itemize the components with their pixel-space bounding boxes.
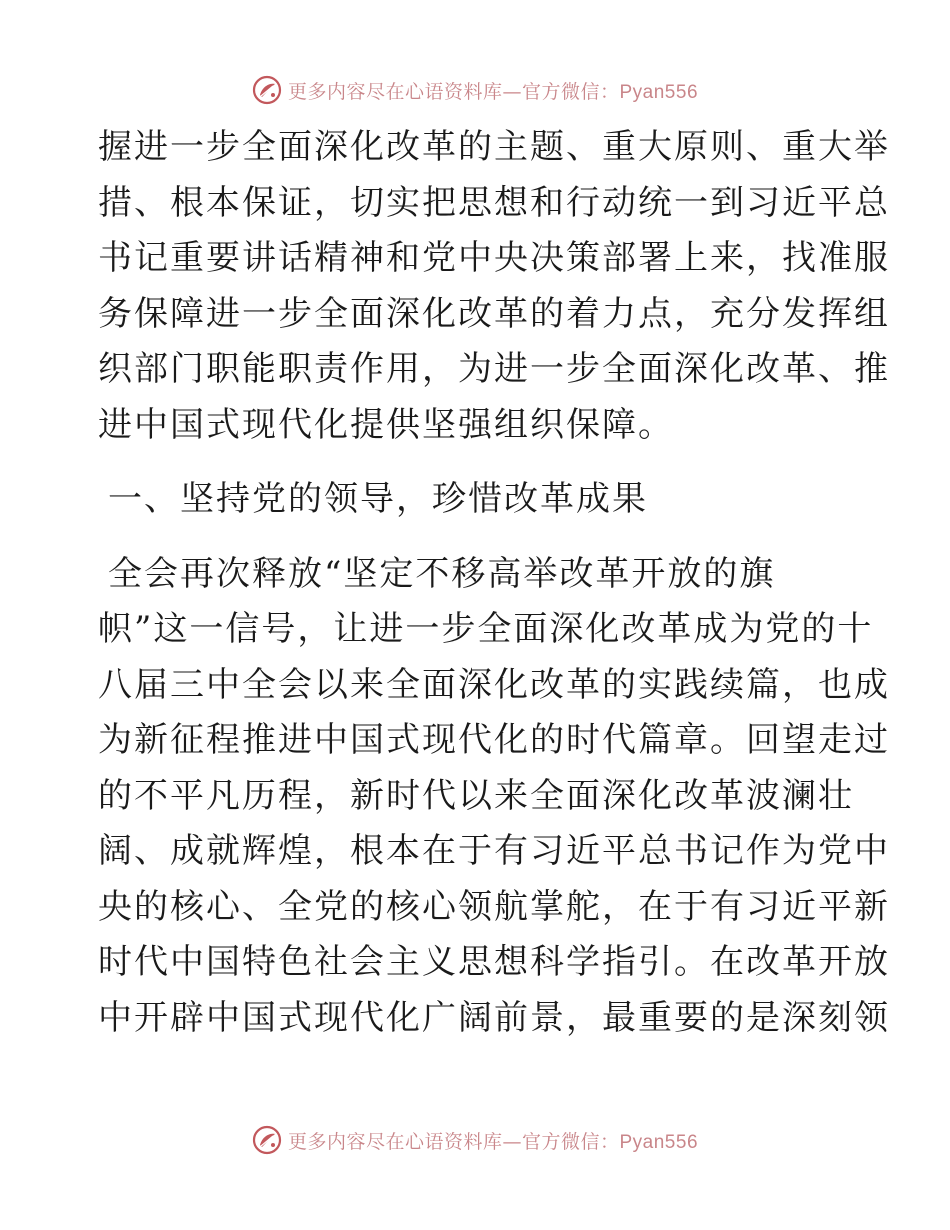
text-line: 央的核心、全党的核心领航掌舵，在于有习近平新 xyxy=(98,886,890,927)
text-line: 进中国式现代化提供坚强组织保障。 xyxy=(98,404,674,445)
text-line: 的不平凡历程，新时代以来全面深化改革波澜壮 xyxy=(98,775,854,816)
text-line: 时代中国特色社会主义思想科学指引。在改革开放 xyxy=(98,942,890,982)
text-line: 帜”这一信号，让进一步全面深化改革成为党的十 xyxy=(98,609,874,649)
text-line: 书记重要讲话精神和党中央决策部署上来，找准服 xyxy=(98,238,890,278)
paragraph-2 xyxy=(98,547,890,1047)
watermark-handle: Pyan556 xyxy=(619,81,699,103)
text-line: 八届三中全会以来全面深化改革的实践续篇，也成 xyxy=(98,664,890,705)
watermark-handle: Pyan556 xyxy=(619,1131,699,1153)
text-line: 务保障进一步全面深化改革的着力点，充分发挥组 xyxy=(98,293,890,334)
header-watermark xyxy=(0,70,950,110)
text-line: 握进一步全面深化改革的主题、重大原则、重大举 xyxy=(98,127,890,167)
text-line: 措、根本保证，切实把思想和行动统一到习近平总 xyxy=(98,182,890,223)
text-line: 阔、成就辉煌，根本在于有习近平总书记作为党中 xyxy=(98,831,890,871)
watermark-logo-icon xyxy=(252,1125,282,1155)
watermark-label: 更多内容尽在心语资料库—官方微信： xyxy=(287,80,620,103)
watermark-text xyxy=(288,1127,698,1154)
text-line: 中开辟中国式现代化广阔前景，最重要的是深刻领 xyxy=(98,997,890,1038)
text-line: 为新征程推进中国式现代化的时代篇章。回望走过 xyxy=(98,720,890,760)
section-heading: 一、坚持党的领导，珍惜改革成果 xyxy=(108,479,648,519)
footer-watermark xyxy=(0,1120,950,1160)
watermark-text xyxy=(288,77,698,104)
text-line: 织部门职能职责作用，为进一步全面深化改革、推 xyxy=(98,349,890,389)
watermark-label: 更多内容尽在心语资料库—官方微信： xyxy=(287,1130,620,1153)
document-body xyxy=(98,120,890,1046)
watermark-logo-icon xyxy=(252,75,282,105)
text-line: 全会再次释放“坚定不移高举改革开放的旗 xyxy=(108,553,776,594)
paragraph-1 xyxy=(98,120,890,453)
